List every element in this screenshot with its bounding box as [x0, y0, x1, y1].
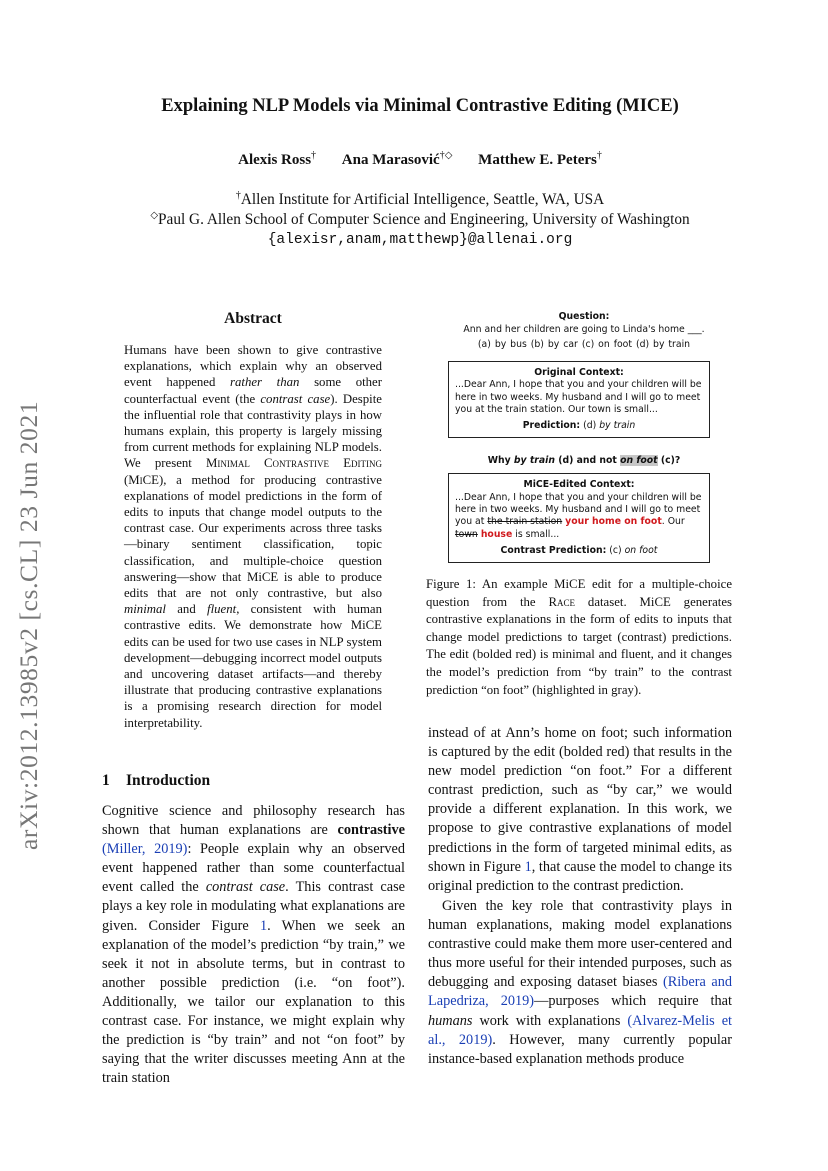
citation-link[interactable]: (Ribera and Lapedriza, 2019) [428, 974, 733, 1010]
original-context-box [448, 361, 710, 438]
citation-link[interactable]: (Miller, 2019) [102, 841, 188, 858]
edited-context-label: MiCE-Edited Context: [523, 479, 635, 491]
intro-paragraph-2: Given the key role that contrastivity plays in human explanations, making model explanations contrastive could make them more user-centered and thus more useful for their intended purposes, such as debugging and exposing dataset biases (Ribera and Lapedriza, 2019)—purposes which require that humans work with explanations (Alvarez-Melis et al., 2019). However, many currently popular instance-based explanation methods produce [428, 898, 733, 1067]
arxiv-side-label: arXiv:2012.13985v2 [cs.CL] 23 Jun 2021 [14, 400, 43, 850]
figure-ref-link[interactable]: 1 [259, 917, 268, 934]
affiliation-2: ◇Paul G. Allen School of Computer Science and Engineering, University of Washington [150, 210, 690, 229]
why-question: Why by train (d) and not on foot (c)? [487, 455, 681, 467]
affiliation-1: †Allen Institute for Artificial Intelligence, Seattle, WA, USA [235, 190, 605, 209]
intro-paragraph-1-cont: instead of at Ann’s home on foot; such information is captured by the edit (bolded red) that results in the new model prediction “on foot.” For a different contrast prediction, such as “by car,” we would provide a different explanation. In this work, we propose to give contrastive explanations of model predictions in the form of targeted minimal edits, as shown in Figure 1, that cause the model to change its original prediction to the contrast prediction. [428, 725, 733, 894]
inserted-text: house [480, 528, 513, 540]
deleted-text: the train station [487, 516, 563, 528]
author-3: Matthew E. Peters† [478, 150, 602, 168]
question-label: Question: [558, 311, 610, 322]
prediction-line: Prediction: (d) by train [522, 420, 636, 432]
paper-title: Explaining NLP Models via Minimal Contrastive Editing (MICE) [161, 96, 679, 116]
original-context-text: ...Dear Ann, I hope that you and your children will be here in two weeks. My husband and I will go to meet you at the train station. Our town is small... [455, 379, 702, 415]
abstract-heading: Abstract [224, 310, 282, 327]
figure-ref-link[interactable]: 1 [524, 858, 532, 875]
author-2: Ana Marasović†◇ [341, 150, 453, 168]
author-list [100, 150, 740, 169]
figure-1-caption: Figure 1: An example MiCE edit for a multiple-choice question from the Race dataset. MiCE generates contrastive explanations in the form of edits to inputs that change model predictions to target (contrast) predictions. The edit (bolded red) is minimal and fluent, and it changes the model’s prediction from “by train” to the contrast prediction “on foot” (highlighted in gray). [426, 577, 732, 697]
section-heading-introduction: 1 Introduction [102, 772, 211, 789]
edited-context-text: ...Dear Ann, I hope that you and your children will be here in two weeks. My husband and I will go to meet you at the train station your home on foot. Our town house is small... [455, 491, 702, 540]
author-emails: {alexisr,anam,matthewp}@allenai.org [267, 232, 573, 248]
author-1: Alexis Ross† [238, 150, 317, 168]
abstract-body: Humans have been shown to give contrastive explanations, which explain why an observed event happened rather than some other counterfactual event (the contrast case). Despite the influential role that contrastivity plays in how humans explain, this property is largely missing from current methods for explaining NLP models. We present Minimal Contrastive Editing (MiCE), a method for producing contrastive explanations of model predictions in the form of edits to inputs that change model outputs to the contrast case. Our experiments across three tasks—binary sentiment classification, topic classification, and multiple-choice question answering—show that MiCE is able to produce edits that are not only contrastive, but also minimal and fluent, consistent with human contrastive edits. We demonstrate how MiCE edits can be used for two use cases in NLP system development—debugging incorrect model outputs and uncovering dataset artifacts—and thereby illustrate that producing contrastive explanations is a promising research direction for model interpretability. [124, 343, 383, 730]
deleted-text: town [455, 528, 478, 540]
edited-context-box [448, 473, 710, 563]
contrast-prediction-line: Contrast Prediction: (c) on foot [500, 544, 658, 556]
inserted-text: your home on foot [565, 516, 662, 528]
intro-paragraph-1: Cognitive science and philosophy research has shown that human explanations are contrastive (Miller, 2019): People explain why an observed event happened rather than some counterfactual event called the contrast case. This contrast case plays a key role in modulating what explanations are given. Consider Figure 1. When we seek an explanation of the model’s prediction “by train,” we seek it not in absolute terms, but in contrast to another possible prediction (i.e. “on foot”). Additionally, we tailor our explanation to this contrast case. For instance, we might explain why the prediction is “by train” and not “on foot” by saying that the writer discusses meeting Ann at the train station [102, 803, 405, 1087]
answer-options: (a) by bus (b) by car (c) on foot (d) by train [477, 339, 691, 350]
citation-link[interactable]: (Alvarez-Melis et al., 2019) [428, 1012, 733, 1048]
original-context-label: Original Context: [534, 367, 624, 378]
question-text: Ann and her children are going to Linda's home ___. [463, 324, 705, 335]
figure-1 [436, 310, 732, 563]
